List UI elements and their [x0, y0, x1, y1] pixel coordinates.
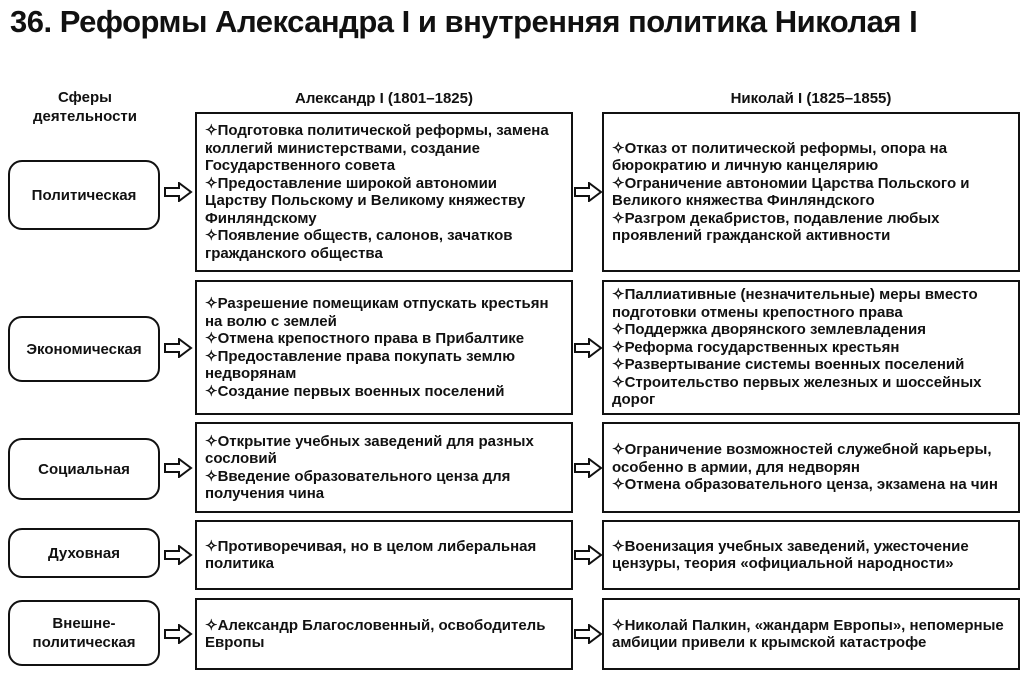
alexander-cell — [195, 598, 573, 670]
policy-item: ✧ Ограничение автономии Царства Польского и Великого княжества Финляндского — [612, 175, 1010, 210]
policy-item: ✧ Военизация учебных заведений, ужесточение цензуры, теория «официальной народности» — [612, 538, 1010, 573]
policy-item: ✧ Отмена образовательного ценза, экзамена на чин — [612, 476, 1010, 494]
policy-item: ✧ Реформа государственных крестьян — [612, 339, 1010, 357]
policy-item: ✧ Предоставление широкой автономии Царству Польскому и Великому княжеству Финляндскому — [205, 175, 563, 228]
policy-item: ✧ Паллиативные (незначительные) меры вместо подготовки отмены крепостного права — [612, 286, 1010, 321]
nicholas-cell — [602, 112, 1020, 272]
policy-item: ✧ Создание первых военных поселений — [205, 383, 563, 401]
sphere-label-text: Экономическая — [26, 340, 142, 358]
nicholas-cell — [602, 520, 1020, 590]
policy-item: ✧ Введение образовательного ценза для получения чина — [205, 468, 563, 503]
policy-item: ✧ Строительство первых железных и шоссейных дорог — [612, 374, 1010, 409]
policy-item: ✧ Отказ от политической реформы, опора на бюрократию и личную канцелярию — [612, 140, 1010, 175]
arrow-to-alexander-icon — [163, 458, 193, 478]
arrow-to-nicholas-icon — [573, 458, 603, 478]
alexander-cell — [195, 520, 573, 590]
page-title: 36. Реформы Александра I и внутренняя политика Николая I — [10, 4, 918, 39]
arrow-to-alexander-icon — [163, 182, 193, 202]
header-spheres: Сферы деятельности — [33, 89, 137, 125]
policy-item: ✧ Разгром декабристов, подавление любых проявлений гражданской активности — [612, 210, 1010, 245]
alexander-cell — [195, 422, 573, 513]
policy-item: ✧ Появление обществ, салонов, зачатков гражданского общества — [205, 227, 563, 262]
sphere-label — [8, 160, 160, 230]
sphere-label — [8, 600, 160, 666]
arrow-to-alexander-icon — [163, 545, 193, 565]
sphere-label-text: Политическая — [31, 186, 137, 204]
policy-item: ✧ Николай Палкин, «жандарм Европы», непомерные амбиции привели к крымской катастрофе — [612, 617, 1010, 652]
sphere-label-text: Социальная — [38, 460, 130, 478]
header-nicholas: Николай I (1825–1855) — [730, 90, 892, 107]
arrow-to-nicholas-icon — [573, 338, 603, 358]
arrow-to-alexander-icon — [163, 624, 193, 644]
nicholas-cell — [602, 280, 1020, 415]
policy-item: ✧ Поддержка дворянского землевладения — [612, 321, 1010, 339]
policy-item: ✧ Александр Благословенный, освободитель Европы — [205, 617, 563, 652]
alexander-cell — [195, 112, 573, 272]
nicholas-cell — [602, 422, 1020, 513]
sphere-label — [8, 438, 160, 500]
policy-item: ✧ Открытие учебных заведений для разных сословий — [205, 433, 563, 468]
policy-item: ✧ Противоречивая, но в целом либеральная политика — [205, 538, 563, 573]
sphere-label-text: Внешне- политическая — [32, 615, 136, 651]
arrow-to-alexander-icon — [163, 338, 193, 358]
sphere-label — [8, 528, 160, 578]
sphere-label-text: Духовная — [48, 544, 120, 562]
arrow-to-nicholas-icon — [573, 624, 603, 644]
policy-item: ✧ Отмена крепостного права в Прибалтике — [205, 330, 563, 348]
header-alexander: Александр I (1801–1825) — [294, 90, 473, 107]
arrow-to-nicholas-icon — [573, 182, 603, 202]
nicholas-cell — [602, 598, 1020, 670]
arrow-to-nicholas-icon — [573, 545, 603, 565]
policy-item: ✧ Ограничение возможностей служебной карьеры, особенно в армии, для недворян — [612, 441, 1010, 476]
policy-item: ✧ Предоставление права покупать землю недворянам — [205, 348, 563, 383]
policy-item: ✧ Подготовка политической реформы, замена коллегий министерствами, создание Государственного совета — [205, 122, 563, 175]
alexander-cell — [195, 280, 573, 415]
policy-item: ✧ Разрешение помещикам отпускать крестьян на волю с землей — [205, 295, 563, 330]
policy-item: ✧ Развертывание системы военных поселений — [612, 356, 1010, 374]
sphere-label — [8, 316, 160, 382]
